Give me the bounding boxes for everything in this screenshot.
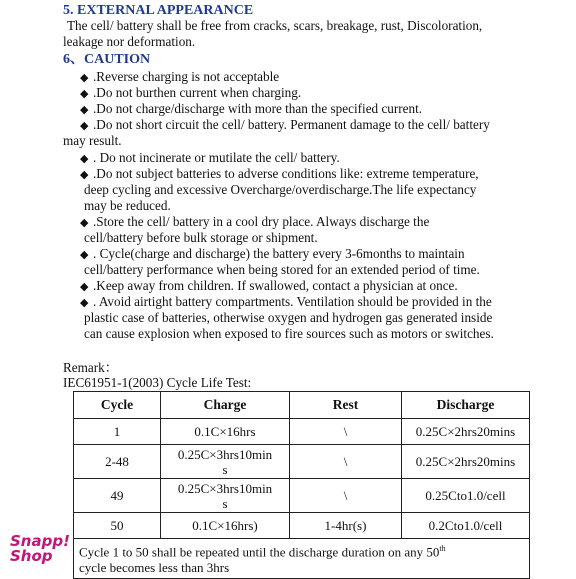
caution-item-8: ◆ . Cycle(charge and discharge) the battery every 3-6months to maintain [80, 246, 465, 261]
table-row [74, 419, 530, 445]
caution-item-2: ◆ .Do not burthen current when charging. [80, 85, 302, 100]
table-row [74, 513, 530, 539]
caution-item-1: ◆ .Reverse charging is not acceptable [80, 69, 280, 84]
cell-cycle: 2-48 [74, 445, 161, 479]
caution-item-6-cont-1: deep cycling and excessive Overcharge/overdischarge.The life expectancy [84, 182, 477, 197]
caution-item-4-cont: may result. [63, 133, 122, 148]
cycle-note: Cycle 1 to 50 shall be repeated until the discharge duration on any 50th cycle becomes less than 3hrs [74, 539, 530, 579]
diamond-bullet-icon: ◆ [80, 153, 89, 165]
header-cycle: Cycle [74, 392, 161, 419]
diamond-bullet-icon: ◆ [80, 297, 89, 309]
caution-item-10-cont-2: can cause explosion when exposed to fire sources such as motors or switches. [84, 326, 494, 341]
cell-charge: 0.25C×3hrs10min s [161, 445, 290, 479]
diamond-bullet-icon: ◆ [80, 281, 89, 293]
caution-item-7: ◆ .Store the cell/ battery in a cool dry place. Always discharge the [80, 214, 430, 229]
section-5-heading: 5. EXTERNAL APPEARANCE [63, 3, 254, 18]
header-rest: Rest [290, 392, 402, 419]
cycle-life-table [73, 391, 530, 579]
cycle-test-title: IEC61951-1(2003) Cycle Life Test: [63, 375, 252, 390]
section-6-heading: 6、CAUTION [63, 52, 151, 67]
snapp-shop-logo: Snapp! Shop [10, 532, 70, 565]
cell-rest: 1-4hr(s) [290, 513, 402, 539]
diamond-bullet-icon: ◆ [80, 120, 89, 132]
diamond-bullet-icon: ◆ [80, 104, 89, 116]
cell-rest: \ [290, 445, 402, 479]
caution-item-8-cont: cell/battery performance when being stored for an extended period of time. [84, 262, 480, 277]
cell-discharge: 0.25C×2hrs20mins [402, 445, 530, 479]
caution-item-5: ◆ . Do not incinerate or mutilate the cell/ battery. [80, 150, 340, 165]
caution-item-6-cont-2: may be reduced. [84, 198, 171, 213]
diamond-bullet-icon: ◆ [80, 88, 89, 100]
cell-charge: 0.1C×16hrs [161, 419, 290, 445]
section-5-text-line-2: leakage nor deformation. [63, 34, 196, 49]
diamond-bullet-icon: ◆ [80, 217, 89, 229]
cell-charge: 0.25C×3hrs10min s [161, 479, 290, 513]
remark-label: Remark： [63, 360, 118, 375]
section-5-text-line-1: The cell/ battery shall be free from cracks, scars, breakage, rust, Discoloration, [67, 18, 483, 33]
cell-rest: \ [290, 479, 402, 513]
cell-discharge: 0.25C×2hrs20mins [402, 419, 530, 445]
header-discharge: Discharge [402, 392, 530, 419]
diamond-bullet-icon: ◆ [80, 249, 89, 261]
caution-item-9: ◆ .Keep away from children. If swallowed, contact a physician at once. [80, 278, 458, 293]
caution-item-10: ◆ . Avoid airtight battery compartments. Ventilation should be provided in the [80, 294, 492, 309]
table-row [74, 479, 530, 513]
cell-discharge: 0.2Cto1.0/cell [402, 513, 530, 539]
cell-rest: \ [290, 419, 402, 445]
caution-item-4: ◆ .Do not short circuit the cell/ battery. Permanent damage to the cell/ battery [80, 117, 490, 132]
cell-charge: 0.1C×16hrs) [161, 513, 290, 539]
diamond-bullet-icon: ◆ [80, 72, 89, 84]
cell-cycle: 50 [74, 513, 161, 539]
table-header-row [74, 392, 530, 419]
cell-discharge: 0.25Cto1.0/cell [402, 479, 530, 513]
diamond-bullet-icon: ◆ [80, 169, 89, 181]
caution-item-10-cont-1: plastic case of batteries, otherwise oxygen and hydrogen gas generated inside [84, 310, 493, 325]
table-note-row [74, 539, 530, 579]
header-charge: Charge [161, 392, 290, 419]
cell-cycle: 1 [74, 419, 161, 445]
table-row [74, 445, 530, 479]
caution-item-3: ◆ .Do not charge/discharge with more than the specified current. [80, 101, 423, 116]
caution-item-6: ◆ .Do not subject batteries to adverse conditions like: extreme temperature, [80, 166, 479, 181]
cell-cycle: 49 [74, 479, 161, 513]
caution-item-7-cont: cell/battery before bulk storage or shipment. [84, 230, 318, 245]
